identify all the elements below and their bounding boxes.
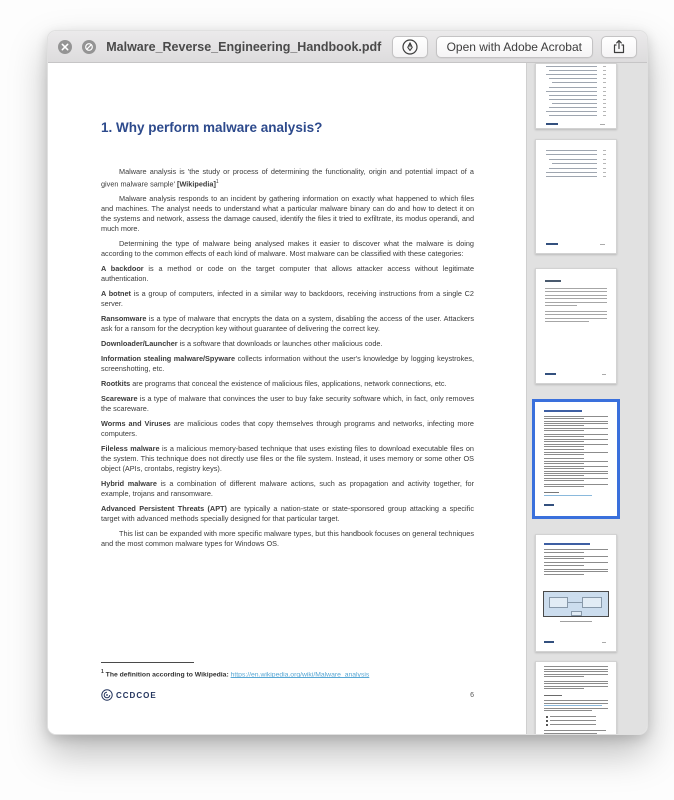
page-number: 6	[470, 692, 474, 699]
text-segment: Rootkits	[101, 379, 131, 389]
thumb-content-line	[603, 66, 606, 67]
thumb-content-line	[546, 91, 597, 92]
thumb-content-line	[544, 700, 608, 701]
thumbnail-page-preview	[535, 402, 617, 516]
thumb-content-line	[544, 674, 608, 675]
thumb-content-line	[544, 463, 584, 464]
text-segment: is a method or code on the target computer that allows attacker access without legitimate authentication.	[101, 264, 475, 284]
thumb-content-line	[544, 434, 608, 435]
thumb-content-line	[603, 154, 606, 155]
thumb-content-line	[544, 710, 592, 711]
close-button[interactable]	[58, 40, 72, 54]
section-heading: 1. Why perform malware analysis?	[101, 120, 323, 135]
thumb-content-line	[600, 244, 605, 245]
thumb-content-line	[544, 492, 559, 493]
thumb-content-line	[544, 486, 584, 487]
thumb-content-line	[600, 124, 605, 125]
thumb-content-line	[544, 574, 584, 575]
paragraph	[101, 479, 474, 499]
thumb-content-line	[544, 430, 584, 431]
thumb-content-line	[544, 543, 590, 545]
thumb-content-line	[550, 720, 596, 721]
thumb-content-line	[568, 602, 582, 603]
thumb-content-line	[546, 720, 548, 722]
text-segment: Hybrid malware	[101, 479, 157, 489]
ccdcoe-logo-icon	[101, 689, 113, 701]
page-thumbnail-1[interactable]	[535, 63, 617, 129]
footnote	[101, 669, 474, 678]
thumb-content-line	[545, 314, 607, 315]
thumb-content-line	[603, 176, 606, 177]
thumb-content-line	[544, 671, 608, 672]
pdf-preview-window	[47, 30, 648, 735]
document-footer	[101, 689, 474, 705]
thumb-content-line	[544, 703, 608, 704]
title-bar	[48, 31, 647, 63]
thumb-content-line	[544, 436, 584, 437]
thumb-content-line	[544, 688, 584, 689]
thumb-content-line	[544, 669, 608, 670]
text-segment: Malware analysis responds to an incident by gathering information on exactly what happened to which files and machines. The analyst needs to understand what a particular malware binary can do and how to detect it on the systems and network, assess the damage caused, identify the files it tried to exfiltrate, its modus operandi, and much more.	[101, 194, 474, 234]
text-segment: are malicious codes that copy themselves through programs and networks, infecting more computers.	[101, 419, 474, 439]
thumb-content-line	[603, 103, 606, 104]
thumb-content-line	[544, 425, 584, 426]
thumb-content-line	[545, 298, 607, 299]
thumb-content-line	[549, 99, 597, 100]
page-thumbnail-4[interactable]	[532, 399, 620, 519]
thumb-content-line	[544, 556, 608, 557]
thumb-content-line	[544, 454, 584, 455]
thumb-content-line	[549, 597, 568, 608]
text-segment: is a malicious memory-based technique that uses existing files to download executable files on the system. This technique does not directly use files or the file system. Instead, it uses memory or some other OS object (APIs, crontabs, registry keys).	[101, 444, 474, 474]
page-thumbnail-5[interactable]	[535, 534, 617, 652]
thumb-content-line	[544, 410, 582, 412]
thumb-content-line	[544, 446, 584, 447]
window-content	[48, 63, 647, 734]
paragraph	[101, 264, 474, 284]
thumb-content-line	[549, 107, 597, 108]
page-thumbnail-2[interactable]	[535, 139, 617, 254]
thumb-content-line	[544, 504, 554, 506]
paragraph	[101, 339, 474, 349]
thumb-content-line	[582, 597, 601, 608]
thumb-content-line	[549, 70, 597, 71]
thumb-content-line	[544, 681, 608, 682]
thumb-content-line	[546, 74, 597, 75]
paragraph	[101, 314, 474, 334]
document-paragraphs	[101, 167, 474, 554]
thumb-content-line	[560, 621, 592, 622]
thumb-content-line	[544, 558, 584, 559]
paragraph	[101, 444, 474, 474]
paragraph	[101, 394, 474, 414]
pdf-page-view[interactable]	[48, 63, 526, 734]
thumb-content-line	[603, 91, 606, 92]
thumb-content-line	[571, 611, 581, 616]
markup-icon	[401, 38, 419, 56]
thumb-content-line	[549, 87, 597, 88]
thumb-content-line	[603, 150, 606, 151]
thumb-content-line	[544, 461, 608, 462]
close-icon	[61, 43, 69, 51]
thumb-content-line	[545, 318, 607, 319]
share-icon	[611, 39, 627, 55]
prohibit-icon	[84, 42, 94, 52]
text-segment: Fileless malware	[101, 444, 160, 454]
thumb-content-line	[544, 439, 608, 440]
thumb-content-line	[546, 66, 597, 67]
thumb-content-line	[544, 683, 608, 684]
thumbnail-page-preview	[536, 140, 616, 253]
thumb-content-line	[603, 111, 606, 112]
thumb-content-line	[545, 302, 607, 303]
text-segment: Scareware	[101, 394, 138, 404]
thumb-content-line	[602, 642, 606, 643]
markup-button[interactable]	[392, 36, 428, 58]
thumb-content-line	[544, 449, 584, 450]
open-with-adobe-acrobat-button[interactable]: Open with Adobe Acrobat	[436, 36, 593, 58]
thumb-content-line	[545, 280, 561, 282]
paragraph	[101, 419, 474, 439]
thumb-content-line	[550, 716, 596, 717]
footnote-link[interactable]: https://en.wikipedia.org/wiki/Malware_analysis	[230, 671, 370, 679]
thumb-content-line	[549, 159, 597, 160]
text-segment: Downloader/Launcher	[101, 339, 178, 349]
thumb-content-line	[549, 95, 597, 96]
thumb-content-line	[603, 107, 606, 108]
page-thumbnail-3[interactable]	[535, 268, 617, 384]
thumb-content-line	[603, 87, 606, 88]
thumb-content-line	[544, 458, 584, 459]
text-segment: 1	[215, 179, 219, 185]
text-segment: are typically a nation-state or state-sponsored group attacking a specific target with advanced methods specially designed for that particular target.	[101, 504, 474, 524]
text-segment: A botnet	[101, 289, 131, 299]
thumb-content-line	[545, 295, 607, 296]
thumb-content-line	[544, 466, 608, 467]
thumb-content-line	[544, 686, 608, 687]
thumb-content-line	[603, 99, 606, 100]
paragraph	[101, 354, 474, 374]
thumb-content-line	[544, 480, 584, 481]
thumb-content-line	[546, 716, 548, 718]
thumb-content-line	[544, 695, 562, 696]
thumb-content-line	[546, 243, 558, 245]
thumb-content-line	[602, 374, 606, 375]
thumb-content-line	[545, 305, 577, 306]
thumb-content-line	[544, 421, 608, 422]
thumb-content-line	[544, 705, 602, 706]
text-segment: is a combination of different malware actions, such as propagation and activity together, for example, trojans and ransomware.	[101, 479, 475, 499]
text-segment: [Wikipedia]	[177, 179, 216, 189]
thumb-content-line	[544, 666, 608, 667]
footnote-marker: 1	[101, 669, 104, 675]
thumb-content-line	[546, 724, 548, 726]
thumb-content-line	[546, 154, 597, 155]
window-title: Malware_Reverse_Engineering_Handbook.pdf	[106, 39, 382, 54]
thumb-content-line	[603, 168, 606, 169]
thumb-content-line	[544, 418, 584, 419]
thumb-content-line	[552, 163, 597, 164]
text-segment: are programs that conceal the existence of malicious files, applications, network connections, etc.	[130, 379, 447, 389]
thumb-content-line	[544, 478, 608, 479]
thumbnail-page-preview	[536, 662, 616, 734]
thumb-content-line	[545, 288, 607, 289]
thumb-content-line	[546, 111, 597, 112]
thumb-content-line	[544, 468, 584, 469]
thumb-content-line	[550, 724, 596, 725]
thumb-content-line	[544, 549, 608, 550]
brandmark	[101, 689, 157, 701]
thumb-content-line	[603, 95, 606, 96]
thumb-content-line	[544, 571, 608, 572]
thumb-content-line	[603, 70, 606, 71]
thumb-content-line	[544, 475, 584, 476]
footnote-separator	[101, 662, 194, 663]
thumb-content-line	[545, 291, 607, 292]
prohibit-button[interactable]	[82, 40, 96, 54]
thumb-content-line	[603, 74, 606, 75]
thumb-content-line	[603, 159, 606, 160]
thumbnail-page-preview	[536, 269, 616, 383]
thumb-content-line	[544, 569, 608, 570]
thumb-content-line	[603, 78, 606, 79]
text-segment: Information stealing malware/Spyware	[101, 354, 236, 364]
thumb-content-line	[549, 168, 597, 169]
paragraph	[101, 379, 474, 389]
thumb-content-line	[544, 708, 608, 709]
text-segment: is a software that downloads or launches other malicious code.	[177, 339, 383, 349]
thumb-content-line	[603, 172, 606, 173]
text-segment: is a type of malware that convinces the user to buy fake security software which, in fact, only removes the scareware.	[101, 394, 474, 414]
thumbnail-sidebar[interactable]	[526, 63, 647, 734]
thumb-content-line	[544, 423, 608, 424]
thumb-content-line	[552, 82, 597, 83]
paragraph	[101, 529, 474, 549]
thumb-content-line	[544, 733, 597, 734]
thumbnail-page-preview	[536, 64, 616, 128]
paragraph	[101, 504, 474, 524]
paragraph	[101, 194, 474, 234]
thumb-content-line	[544, 641, 554, 643]
share-button[interactable]	[601, 36, 637, 58]
text-segment: A backdoor	[101, 264, 144, 274]
paragraph	[101, 239, 474, 259]
thumb-content-line	[545, 321, 589, 322]
text-segment: is a type of malware that encrypts the data on a system, disabling the access of the user. Attackers ask for a ransom for the decryption key without guarantee of delivering the correct key.	[101, 314, 474, 334]
paragraph	[101, 289, 474, 309]
thumb-content-line	[546, 150, 597, 151]
thumb-content-line	[603, 82, 606, 83]
thumb-content-line	[544, 441, 584, 442]
thumb-content-line	[549, 115, 597, 116]
text-segment: Worms and Viruses	[101, 419, 171, 429]
thumb-content-line	[544, 416, 608, 417]
thumb-content-line	[549, 78, 597, 79]
thumb-content-line	[546, 172, 597, 173]
text-segment: Determining the type of malware being analysed makes it easier to discover what the malware is doing according to the common effects of each kind of malware. Most malware can be classified with these categories:	[101, 239, 474, 259]
thumb-content-line	[544, 495, 592, 496]
thumb-content-line	[544, 565, 584, 566]
thumb-content-line	[603, 163, 606, 164]
thumb-content-line	[544, 473, 608, 474]
thumb-content-line	[544, 562, 608, 563]
thumb-content-line	[544, 484, 608, 485]
thumb-content-line	[603, 115, 606, 116]
thumb-content-line	[545, 311, 607, 312]
thumb-content-line	[546, 176, 597, 177]
text-segment: Malware analysis is 'the study or process of determining the functionality, origin and potential impact of a given malware sample'	[101, 167, 474, 189]
thumb-content-line	[544, 730, 606, 731]
footnote-text: The definition according to Wikipedia:	[103, 671, 231, 679]
thumb-content-line	[552, 103, 597, 104]
thumb-content-line	[544, 552, 584, 553]
text-segment: Advanced Persistent Threats (APT)	[101, 504, 227, 514]
window-controls	[58, 40, 96, 54]
thumb-content-line	[544, 452, 608, 453]
thumb-content-line	[544, 471, 608, 472]
brand-name: CCDCOE	[116, 690, 157, 700]
text-segment: Ransomware	[101, 314, 147, 324]
page-thumbnail-6[interactable]	[535, 661, 617, 734]
thumb-content-line	[545, 373, 556, 375]
thumb-content-line	[544, 676, 584, 677]
thumb-content-line	[544, 444, 608, 445]
text-segment: This list can be expanded with more specific malware types, but this handbook focuses on general techniques and the most common malware types for Windows OS.	[101, 529, 474, 549]
text-segment: is a group of computers, infected in a similar way to backdoors, receiving instructions from a single C2 server.	[101, 289, 474, 309]
text-segment: collects information without the user's knowledge by logging keystrokes, screenshotting, etc.	[101, 354, 474, 374]
thumb-content-line	[546, 123, 558, 125]
paragraph	[101, 167, 474, 189]
thumbnail-page-preview	[536, 535, 616, 651]
thumb-content-line	[544, 428, 608, 429]
